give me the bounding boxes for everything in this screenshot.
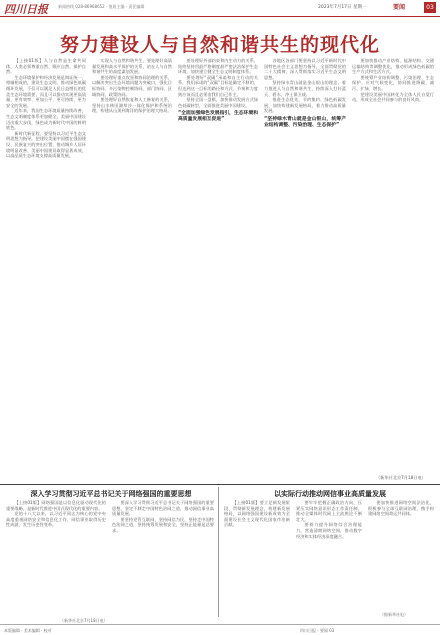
- article-column-2: [92, 58, 172, 472]
- masthead: [0, 0, 440, 17]
- footer-credits: 本版编辑 · 美术编辑 · 校对: [4, 628, 52, 633]
- paragraph: 党的十八大以来，以习近平同志为核心的党中央高度重视网络安全和信息化工作，网信事业取得历史性成就、发生历史性变革。: [6, 511, 106, 528]
- bottom-right-source: （据新华社电）: [380, 612, 408, 617]
- paragraph: 要加快推动产业结构、能源结构、交通运输结构等调整优化，推动形成绿色低碳的生产方式和生活方式。: [352, 58, 434, 75]
- paragraph: 要处理好重点攻坚和协同治理的关系，以解决突出生态环境问题为突破口，强化目标协同、多污染物控制协同、部门协同、区域协同、政策协同。: [92, 74, 172, 97]
- paragraph: 推进生态优先、节约集约、绿色低碳发展，加快构建新发展格局，着力推动高质量发展。: [264, 97, 346, 114]
- newspaper-logo: 四川日报: [4, 3, 48, 16]
- paragraph: 近年来，我国生态环境质量持续改善，生态文明制度体系更加健全，美丽中国建设迈出重大步伐，绿色成为新时代中国的鲜明底色。: [6, 108, 86, 131]
- section-label: 要闻: [393, 4, 406, 11]
- article-column-5: [352, 58, 434, 472]
- page-number: 03: [424, 2, 436, 13]
- paragraph: 要深入学习贯彻习近平总书记关于网络强国的重要思想，坚定不移走中国特色治网之道，推动网信事业高质量发展。: [112, 500, 214, 517]
- paragraph: 要牢牢把握正确政治方向，压紧压实网络意识形态工作责任制，推动全媒体时代网上主流舆论不断壮大。: [296, 500, 362, 522]
- paragraph: 要处理好“双碳”承诺和自主行动的关系，我们承诺的“双碳”目标是确定不移的，但达到这一目标的路径和方式、节奏和力度则应该而且必须由我们自己作主。: [178, 74, 258, 97]
- paragraph: 新时代新征程，要坚持以习近平生态文明思想为指导，把建设美丽中国摆在强国建设、民族复兴的突出位置，推动城乡人居环境明显改善、美丽中国建设取得显著成效，以高品质生态环境支撑高质量发展。: [6, 130, 86, 159]
- article-subheading: “坚持绿水青山就是金山银山，统筹产业结构调整、污染治理、生态保护”: [264, 116, 346, 128]
- article-subheading: “全面加强绿色发展指引，生态环境和高质量发展相互促进”: [178, 111, 258, 123]
- paragraph: 【上接01版】要立足新发展阶段、贯彻新发展理念、构建新发展格局，以网络强国建设新成效为全面建设社会主义现代化国家作出新贡献。: [224, 500, 290, 528]
- article-column-4: [264, 58, 346, 472]
- article-column-3: [178, 58, 258, 472]
- paragraph: 实现人与自然和谐共生，要处理好高质量发展和高水平保护的关系，站在人与自然和谐共生的高度谋划发展。: [92, 58, 172, 75]
- paragraph: 把建设美丽中国转化为全体人民自觉行动，形成全社会共同参与的良好风尚。: [352, 91, 434, 103]
- page-footer: [0, 624, 440, 635]
- paragraph: 坚持全国一盘棋，加快推动发展方式绿色低碳转型，全面推进美丽中国建设。: [178, 97, 258, 108]
- section-divider: [0, 484, 440, 485]
- bottom-right-column-3: [368, 500, 434, 610]
- bottom-right-column-1: [224, 500, 290, 610]
- paragraph: 要加快推进网络空间法治化，积极参与全球互联网治理，携手构建网络空间命运共同体。: [368, 500, 434, 517]
- column-divider: [218, 487, 219, 617]
- masthead-meta: 新闻热线 028-86968652 · 值班主编 · 责任编辑: [58, 4, 145, 9]
- paragraph: 要坚持党管互联网，坚持网信为民，坚持走中国特色治网之道，坚持统筹发展和安全，坚持正能量是总要求。: [112, 516, 214, 533]
- bottom-right-column-2: [296, 500, 362, 610]
- paragraph: 要处理好外部约束和内生动力的关系，始终坚持用最严格制度最严密法治保护生态环境，加快建立健全生态文明制度体系。: [178, 58, 258, 75]
- paragraph: 各地区各部门要坚持以习近平新时代中国特色社会主义思想为指导，全面贯彻党的二十大精神，深入贯彻落实习近平生态文明思想。: [264, 58, 346, 80]
- footer-page-label: 四川日报 · 要闻 03: [300, 628, 335, 633]
- paragraph: 【上接01版】网络强国是以信息化驱动现代化的重要战略，是新时代推进中国式现代化的重要内容。: [6, 500, 106, 511]
- main-headline: 努力建设人与自然和谐共生的现代化: [59, 34, 380, 56]
- bottom-left-column-2: [112, 500, 214, 616]
- bottom-left-headline: 深入学习贯彻习近平总书记关于网络强国的重要思想: [30, 490, 192, 498]
- paragraph: 要统筹产业结构调整、污染治理、生态保护、应对气候变化，协同推进降碳、减污、扩绿、增长。: [352, 74, 434, 91]
- paragraph: 坚持绿水青山就是金山银山的理念，着力推进人与自然和谐共生，持续深入打好蓝天、碧水、净土保卫战。: [264, 80, 346, 97]
- bottom-right-headline: 以实际行动推动网信事业高质量发展: [274, 490, 386, 498]
- bottom-left-column-1: [6, 500, 106, 616]
- paragraph: 要处理好自然恢复和人工修复的关系，坚持山水林田湖草沙一体化保护和系统治理，构建从山顶到海洋的保护治理大格局。: [92, 97, 172, 114]
- paragraph: 【上接01版】人与自然是生命共同体，人类必须尊重自然、顺应自然、保护自然。: [6, 58, 86, 75]
- bottom-left-source: （新华社北京7月18日电）: [60, 618, 108, 623]
- article-source: （新华社北京7月18日电）: [376, 475, 426, 480]
- paragraph: 要着力提升网络综合治理能力，营造清朗网络空间，推动数字经济和实体经济深度融合。: [296, 522, 362, 539]
- issue-date: 2023年7月17日 星期一: [318, 5, 367, 10]
- paragraph: 生态环境保护和经济发展是辩证统一、相辅相成的，建设生态文明、推动绿色低碳循环发展，不仅可以满足人民日益增长的优美生态环境需要，而且可以推动实现更高质量、更有效率、更加公平、更可持续、更为安全的发展。: [6, 74, 86, 108]
- article-column-1: [6, 58, 86, 472]
